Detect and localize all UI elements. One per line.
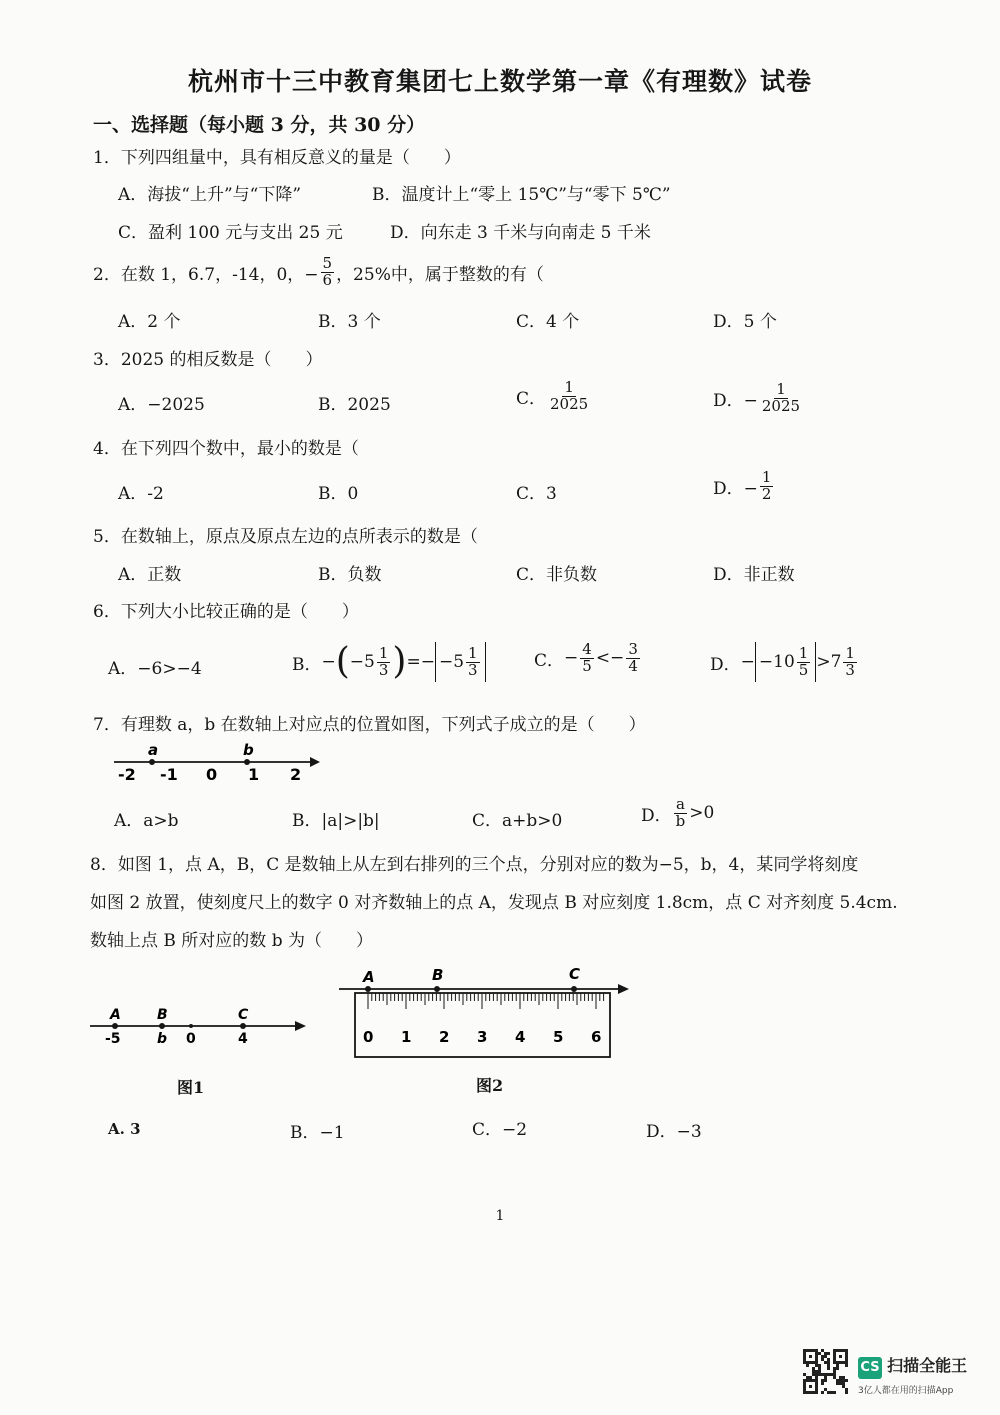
question-3-option-b: B．2025 bbox=[318, 395, 391, 415]
question-3-option-c: C． $\frac{1}{2025}$ bbox=[516, 378, 589, 413]
section-heading: 一、选择题（每小题 3 分，共 30 分） bbox=[93, 114, 426, 136]
point-label: B bbox=[432, 966, 444, 984]
question-2-option-c: C．4 个 bbox=[516, 312, 580, 332]
question-5-option-d: D．非正数 bbox=[713, 565, 795, 585]
exam-title: 杭州市十三中教育集团七上数学第一章《有理数》试卷 bbox=[187, 67, 812, 96]
tick-label: 4 bbox=[238, 1031, 248, 1047]
question-6-stem: 6．下列大小比较正确的是（ ） bbox=[93, 602, 359, 622]
question-8-line-3: 数轴上点 B 所对应的数 b 为（ ） bbox=[90, 931, 373, 951]
ruler-number: 3 bbox=[477, 1028, 488, 1046]
question-1-option-d: D．向东走 3 千米与向南走 5 千米 bbox=[390, 223, 651, 243]
question-8-option-a: A. 3 bbox=[108, 1120, 141, 1138]
tick-label: b bbox=[157, 1031, 168, 1047]
point-label: A bbox=[363, 968, 375, 986]
question-7-stem: 7．有理数 a，b 在数轴上对应点的位置如图，下列式子成立的是（ ） bbox=[93, 715, 646, 735]
point-label: A bbox=[110, 1007, 121, 1023]
point-label: B bbox=[157, 1007, 168, 1023]
absolute-value: −5 $\frac{1}{3}$ bbox=[435, 642, 486, 682]
question-7-option-d: D． $\frac{a}{b}$ >0 bbox=[641, 795, 715, 830]
point-a-label: a bbox=[148, 741, 159, 759]
ruler-number: 0 bbox=[363, 1028, 374, 1046]
question-5-stem: 5．在数轴上，原点及原点左边的点所表示的数是（ bbox=[93, 527, 478, 547]
question-8-option-d: D．−3 bbox=[646, 1122, 702, 1142]
absolute-value: −10 $\frac{1}{5}$ bbox=[755, 642, 816, 682]
brand-tagline: 3亿人都在用的扫描App bbox=[858, 1386, 954, 1396]
question-4-stem: 4．在下列四个数中，最小的数是（ bbox=[93, 439, 359, 459]
question-8-option-b: B．−1 bbox=[290, 1123, 345, 1143]
camscanner-logo-icon: CS bbox=[858, 1357, 882, 1379]
question-1-option-b: B．温度计上“零上 15℃”与“零下 5℃” bbox=[372, 185, 671, 205]
ruler-number: 5 bbox=[553, 1028, 564, 1046]
question-1-option-c: C．盈利 100 元与支出 25 元 bbox=[118, 223, 343, 243]
question-5-option-c: C．非负数 bbox=[516, 565, 598, 585]
question-6-option-a: A．−6>−4 bbox=[108, 659, 202, 679]
question-4-option-d: D．− $\frac{1}{2}$ bbox=[713, 468, 772, 503]
question-2-option-b: B．3 个 bbox=[318, 312, 381, 332]
question-7-option-c: C．a+b>0 bbox=[472, 811, 563, 831]
question-7-number-line bbox=[108, 740, 338, 790]
question-8-option-c: C．−2 bbox=[472, 1120, 528, 1140]
point-b-label: b bbox=[243, 741, 254, 759]
page-number: 1 bbox=[495, 1208, 505, 1224]
tick-label: -5 bbox=[105, 1031, 121, 1047]
question-3-option-a: A．−2025 bbox=[118, 395, 205, 415]
question-4-option-a: A．-2 bbox=[118, 484, 164, 504]
point-label: C bbox=[238, 1007, 249, 1023]
question-3-stem: 3．2025 的相反数是（ ） bbox=[93, 350, 323, 370]
question-5-option-b: B．负数 bbox=[318, 565, 382, 585]
tick-label: -1 bbox=[160, 765, 178, 784]
brand-name: 扫描全能王 bbox=[887, 1356, 968, 1375]
tick-label: 2 bbox=[290, 765, 302, 784]
question-4-option-c: C．3 bbox=[516, 484, 557, 504]
question-6-option-c: C． − $\frac{4}{5}$ <− $\frac{3}{4}$ bbox=[534, 640, 638, 675]
qr-code-icon bbox=[803, 1349, 849, 1395]
question-5-option-a: A．正数 bbox=[118, 565, 182, 585]
question-8-line-2: 如图 2 放置，使刻度尺上的数字 0 对齐数轴上的点 A，发现点 B 对应刻度 1.8cm，点 C 对齐刻度 5.4cm. bbox=[90, 893, 898, 913]
tick-label: 1 bbox=[248, 765, 260, 784]
figure-2-ruler bbox=[335, 962, 635, 1062]
question-2-stem: 2．在数 1，6.7，-14，0，− $\frac{5}{6}$ ，25%中，属于整数的有（ bbox=[93, 254, 544, 289]
figure-2-caption: 图2 bbox=[476, 1076, 504, 1095]
question-1-option-a: A．海拔“上升”与“下降” bbox=[118, 185, 302, 205]
ruler-number: 1 bbox=[401, 1028, 412, 1046]
ruler-number: 2 bbox=[439, 1028, 450, 1046]
scanner-watermark bbox=[858, 1353, 967, 1379]
figure-1-number-line bbox=[88, 1000, 318, 1060]
question-6-option-b: B． − ( −5 $\frac{1}{3}$ ) =− −5 $\frac{1}{3}$ bbox=[292, 642, 486, 682]
tick-label: 0 bbox=[206, 765, 218, 784]
ruler-number: 4 bbox=[515, 1028, 526, 1046]
point-label: C bbox=[569, 965, 581, 983]
question-7-option-a: A．a>b bbox=[114, 811, 179, 831]
question-7-option-b: B．|a|>|b| bbox=[292, 811, 380, 831]
question-1-stem: 1．下列四组量中，具有相反意义的量是（ ） bbox=[93, 148, 461, 168]
question-3-option-d: D．− $\frac{1}{2025}$ bbox=[713, 380, 801, 415]
question-2-option-a: A．2 个 bbox=[118, 312, 181, 332]
question-6-option-d: D． − −10 $\frac{1}{5}$ >7 $\frac{1}{3}$ bbox=[710, 642, 859, 682]
fraction: $\frac{5}{6}$ bbox=[322, 254, 333, 289]
ruler-number: 6 bbox=[591, 1028, 602, 1046]
tick-label: 0 bbox=[186, 1031, 196, 1047]
question-4-option-b: B．0 bbox=[318, 484, 359, 504]
tick-label: -2 bbox=[118, 765, 136, 784]
figure-1-caption: 图1 bbox=[177, 1078, 205, 1097]
question-8-line-1: 8．如图 1，点 A，B，C 是数轴上从左到右排列的三个点，分别对应的数为−5，b，4，某同学将刻度 bbox=[90, 855, 859, 875]
question-2-option-d: D．5 个 bbox=[713, 312, 777, 332]
